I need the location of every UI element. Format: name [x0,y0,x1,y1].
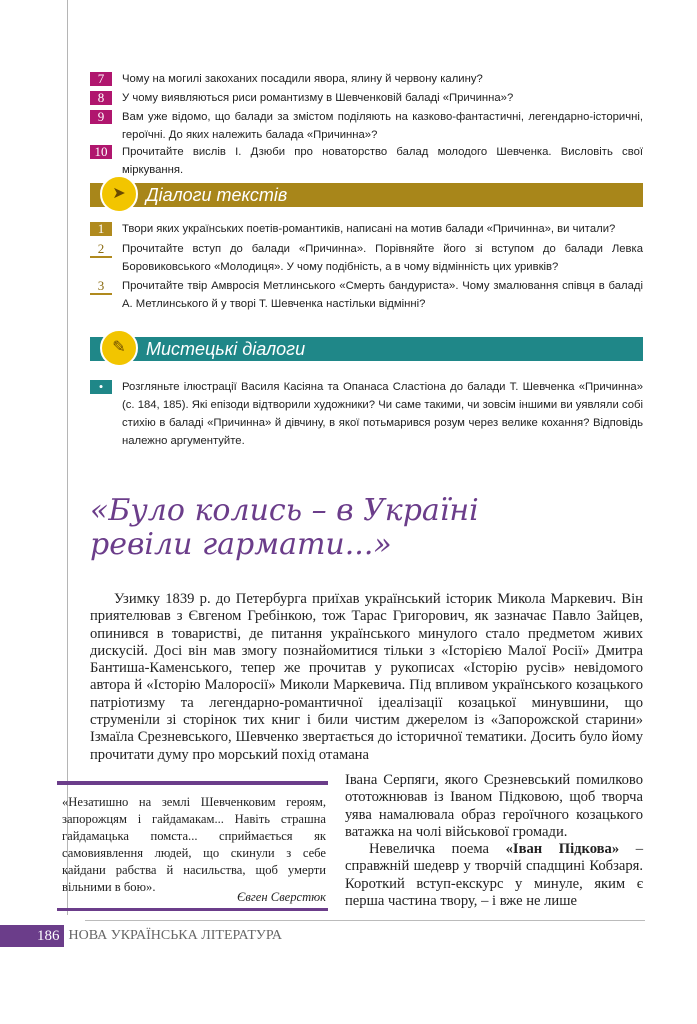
bullet: • [90,380,112,394]
question-7 [90,70,643,88]
poem-title: «Іван Підкова» [505,841,620,857]
item-text: Твори яких українських поетів-романтиків, написані на мотив балади «Причинна», ви читали? [122,223,616,235]
page-number: 186 [0,925,64,947]
item-number: 1 [90,222,112,236]
question-number: 8 [90,91,112,105]
question-number: 7 [90,72,112,86]
question-number: 9 [90,110,112,124]
quote-text: «Незатишно на землі Шевченковим героям, запорожцям і гайдамакам... Навіть страшна гайдамацька помста... сприймається як самовиявлення людей, що скинули з себе кайдани рабства й насильства, щоб умерти вільними в бою». [62,795,326,894]
item-number: 3 [90,279,112,295]
dialogues-texts-banner [90,183,643,207]
footer [0,925,282,947]
art-dialogues-banner [90,337,643,361]
quote-top-rule [57,781,328,785]
question-text: Чому на могилі закоханих посадили явора, ялину й червону калину? [122,73,483,85]
margin-line [67,0,68,915]
palette-icon: ✎ [100,329,138,367]
section-title [90,494,479,562]
body-paragraph-1: Узимку 1839 р. до Петербурга приїхав український історик Микола Маркевич. Він приятелював з Євгеном Гребінкою, тож Тарас Григорович, як зазначає Павло Зайцев, опинився в товаристві, де питання українського минулого стало предметом живих дискусій. Досі він мав змогу познайомитися тільки з «Історією Малої Росії» Дмитра Бантиша-Каменського, тепер же прочитав у рукописах «Історію русів» невідомого автора й «Історію Малоросії» Миколи Маркевича. Під впливом українського козацького патріотизму та легендарно-романтичної ідеалізації козацької минувшини, що струменіли зі сторінок тих книг і били чистим джерелом із «Запорожской старини» Ізмаїла Срезневського, Шевченко звертається до історичної тематики. Досить було йому прочитати думу про морський похід отамана [90,591,643,763]
item-number: 2 [90,242,112,258]
body-paragraph-right: Івана Серпяги, якого Срезневський помилково ототожнював із Іваном Підковою, щоб творча уява намалювала образ героїчного козацького ватажка на чолі військової громади. [345,772,643,840]
quote-bottom-rule [57,908,328,911]
dialogue-item-3 [90,277,643,313]
footer-line [85,920,645,921]
art-dialogue-item [90,378,643,450]
text: Невеличка поема [369,841,506,857]
item-text: Розгляньте ілюстрації Василя Касіяна та Опанаса Сластіона до балади Т. Шевченка «Причинна» (с. 184, 185). Які епізоди відтворили художники? Чи саме такими, чи зовсім іншими ви уявляли собі стихію в баладі «Причинна» й дівчину, в якої потьмарився розум через велике кохання? Відповідь належно аргументуйте. [122,381,643,447]
arrows-icon: ➤ [100,175,138,213]
question-8 [90,89,643,107]
question-number: 10 [90,145,112,159]
banner-title: Діалоги текстів [146,185,288,205]
banner-title: Мистецькі діалоги [146,339,306,359]
title-line-2: ревіли гармати...» [90,527,392,562]
question-9 [90,108,643,144]
body-paragraph-2 [345,841,643,910]
title-line-1: «Було колись – в Україні [90,493,479,528]
item-text: Прочитайте твір Амвросія Метлинського «Смерть бандуриста». Чому змалювання співця в баладі А. Метлинського й у творі Т. Шевченка настільки відмінні? [122,280,643,310]
question-text: Вам уже відомо, що балади за змістом поділяють на казково-фантастичні, легендарно-історичні, героїчні. До яких належить балада «Причинна»? [122,111,643,141]
dialogue-item-1 [90,220,643,238]
question-text: Прочитайте вислів І. Дзюби про новаторство балад молодого Шевченка. Висловіть свої міркування. [122,146,643,176]
dialogue-item-2 [90,240,643,276]
question-text: У чому виявляються риси романтизму в Шевченковій баладі «Причинна»? [122,92,514,104]
book-title: НОВА УКРАЇНСЬКА ЛІТЕРАТУРА [68,928,282,943]
question-10 [90,143,643,179]
quote-author: Євген Сверстюк [237,890,326,904]
item-text: Прочитайте вступ до балади «Причинна». Порівняйте його зі вступом до балади Левка Боровиковського «Молодиця». У чому подібність, а в чому відмінність цих уривків? [122,243,643,273]
text: – справжній шедевр у творчій спадщині Кобзаря. Короткий вступ-екскурс у минуле, яким є перша частина твору, – і вже не лише [345,841,644,909]
